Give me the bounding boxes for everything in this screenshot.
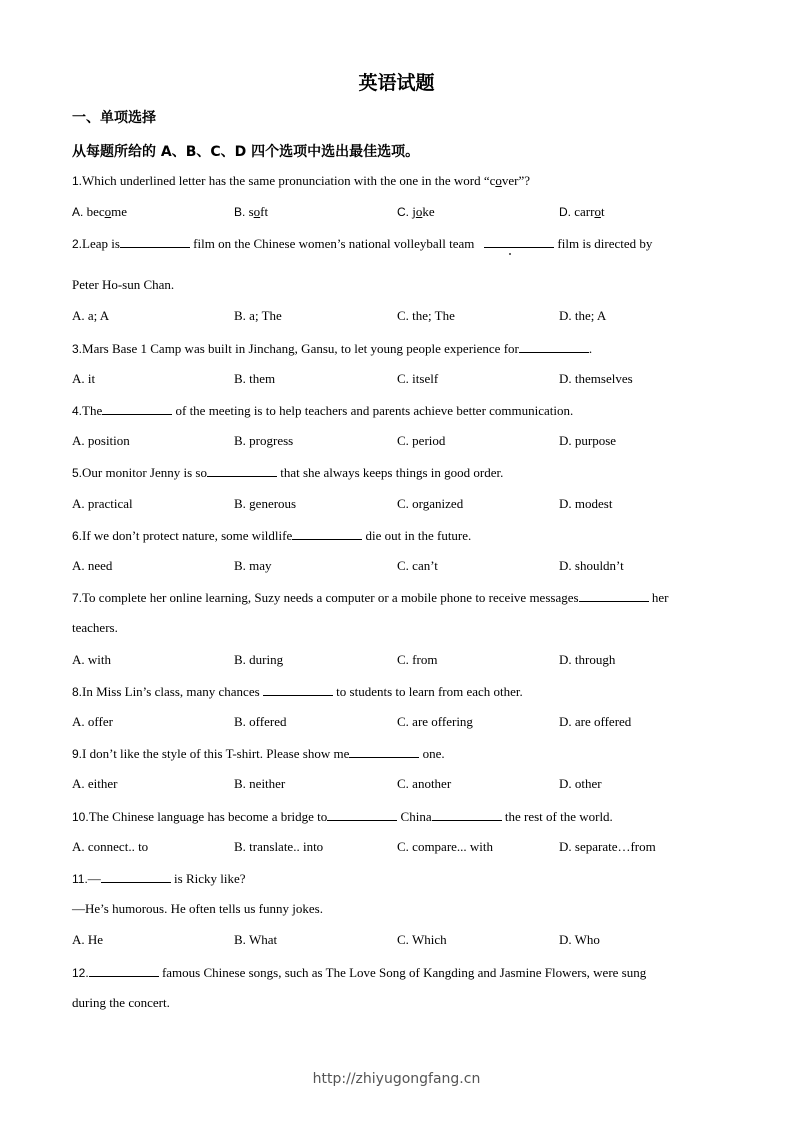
question-10 [72, 808, 722, 825]
option-a[interactable]: A. with [72, 652, 112, 667]
question-11 [72, 870, 722, 887]
answer-blank[interactable] [120, 235, 190, 248]
option-a[interactable]: A. practical [72, 496, 133, 511]
question-12 [72, 964, 722, 981]
option-c[interactable]: C. the; The [397, 308, 455, 323]
options-5 [72, 496, 732, 512]
option-c[interactable]: C. period [397, 433, 446, 448]
question-text: Our monitor Jenny is so [82, 465, 207, 480]
options-3 [72, 371, 732, 387]
question-text: Leap is [82, 236, 120, 251]
option-a[interactable]: A. position [72, 433, 130, 448]
option-b[interactable]: B. neither [234, 776, 286, 791]
option-a[interactable]: A. He [72, 932, 104, 947]
options-8 [72, 714, 732, 730]
option-c[interactable]: C. itself [397, 371, 439, 386]
options-2 [72, 308, 732, 324]
question-number: 7. [72, 591, 83, 605]
question-text: that she always keeps things in good order. [276, 465, 504, 480]
question-text: is Ricky like? [170, 871, 246, 886]
answer-blank[interactable] [101, 870, 171, 883]
answer-blank[interactable] [349, 745, 419, 758]
answer-blank[interactable] [207, 464, 277, 477]
option-a[interactable]: A. need [72, 558, 113, 573]
answer-blank[interactable] [292, 527, 362, 540]
question-text: Mars Base 1 Camp was built in Jinchang, Gansu, to let young people experience for [82, 341, 519, 356]
option-d[interactable]: D. the; A [559, 308, 607, 323]
question-9 [72, 745, 722, 762]
question-text: In Miss Lin’s class, many chances [82, 684, 263, 699]
options-4 [72, 433, 732, 449]
question-text: film on the Chinese women’s national volleyball team [189, 236, 478, 251]
option-d[interactable]: D. are offered [559, 714, 632, 729]
option-d[interactable]: D. other [559, 776, 602, 791]
option-d[interactable]: D. themselves [559, 371, 633, 386]
question-6 [72, 527, 722, 544]
options-1 [72, 204, 732, 220]
question-8 [72, 683, 722, 700]
question-11-line-2: —He’s humorous. He often tells us funny jokes. [72, 901, 323, 916]
question-text: If we don’t protect nature, some wildlife [82, 528, 293, 543]
option-a[interactable]: A. offer [72, 714, 113, 729]
question-2 [72, 235, 722, 252]
option-c[interactable]: C. compare... with [397, 839, 494, 854]
option-a[interactable]: A. a; A [72, 308, 110, 323]
question-text: to students to learn from each other. [332, 684, 523, 699]
question-text: one. [419, 746, 445, 761]
option-b[interactable]: B. offered [234, 714, 287, 729]
option-b[interactable]: B. generous [234, 496, 297, 511]
underlined-letter: o [495, 173, 502, 188]
option-c[interactable]: C. another [397, 776, 452, 791]
question-number: 4. [72, 404, 83, 418]
question-7-line-2: teachers. [72, 620, 118, 635]
option-d[interactable]: D. Who [559, 932, 600, 947]
question-text: The Chinese language has become a bridge to [88, 809, 328, 824]
option-d[interactable]: D. through [559, 652, 616, 667]
question-12-line-2: during the concert. [72, 995, 170, 1010]
option-b[interactable]: B. progress [234, 433, 294, 448]
option-a[interactable]: A. either [72, 776, 118, 791]
option-d[interactable]: D. purpose [559, 433, 617, 448]
option-b[interactable]: B. translate.. into [234, 839, 324, 854]
option-d[interactable]: D. separate…from [559, 839, 656, 854]
question-number: 10. [72, 810, 89, 824]
answer-blank[interactable] [327, 808, 397, 821]
question-text: The [82, 403, 103, 418]
question-2-line-2: Peter Ho-sun Chan. [72, 277, 175, 292]
question-text: of the meeting is to help teachers and parents achieve better communication. [172, 403, 574, 418]
question-text: — [87, 871, 101, 886]
option-d[interactable]: D. modest [559, 496, 613, 511]
question-text: her [648, 590, 669, 605]
answer-blank[interactable] [432, 808, 502, 821]
question-text: To complete her online learning, Suzy needs a computer or a mobile phone to receive messages [82, 590, 579, 605]
options-7 [72, 652, 732, 668]
question-1 [72, 173, 722, 189]
option-c[interactable]: C. are offering [397, 714, 473, 729]
option-b[interactable]: B. may [234, 558, 272, 573]
question-text: famous Chinese songs, such as The Love Song of Kangding and Jasmine Flowers, were sung [158, 965, 647, 980]
option-c[interactable]: C. can’t [397, 558, 438, 573]
answer-blank[interactable] [519, 340, 589, 353]
option-b[interactable]: B. What [234, 932, 278, 947]
option-b[interactable]: B. during [234, 652, 284, 667]
question-3 [72, 340, 722, 357]
answer-blank[interactable] [484, 235, 554, 248]
answer-blank[interactable] [89, 964, 159, 977]
options-6 [72, 558, 732, 574]
options-10 [72, 839, 732, 855]
question-number: 8. [72, 685, 83, 699]
section-instruction: 从每题所给的 A、B、C、D 四个选项中选出最佳选项。 [72, 144, 420, 160]
question-7 [72, 589, 722, 606]
answer-blank[interactable] [102, 402, 172, 415]
option-b[interactable]: B. them [234, 371, 276, 386]
option-d[interactable]: D. shouldn’t [559, 558, 624, 573]
section-heading: 一、单项选择 [72, 110, 156, 126]
question-number: 3. [72, 342, 83, 356]
option-c[interactable]: C. from [397, 652, 438, 667]
question-number: 11. [72, 872, 88, 886]
question-text: film is directed by [554, 236, 653, 251]
options-9 [72, 776, 732, 792]
option-d[interactable]: D. carrot [559, 204, 605, 219]
option-c[interactable]: C. joke [397, 204, 435, 219]
question-number: 9. [72, 747, 83, 761]
option-b[interactable]: B. a; The [234, 308, 282, 323]
option-b[interactable]: B. soft [234, 204, 269, 219]
answer-blank[interactable] [263, 683, 333, 696]
answer-blank[interactable] [579, 589, 649, 602]
question-number: 2. [72, 237, 83, 251]
option-a[interactable]: A. become [72, 204, 128, 219]
question-number: 5. [72, 466, 83, 480]
question-text: China [397, 809, 432, 824]
option-a[interactable]: A. it [72, 371, 96, 386]
question-text: . [588, 341, 593, 356]
question-number: 1. [72, 174, 83, 188]
question-text: ver”? [501, 173, 530, 188]
footer-url: http://zhiyugongfang.cn [312, 1071, 481, 1087]
question-5 [72, 464, 722, 481]
option-c[interactable]: C. organized [397, 496, 464, 511]
question-text: Which underlined letter has the same pronunciation with the one in the word “c [82, 173, 496, 188]
option-a[interactable]: A. connect.. to [72, 839, 149, 854]
question-text: the rest of the world. [501, 809, 613, 824]
question-number: 12. [72, 966, 89, 980]
stray-dot [509, 253, 511, 255]
question-number: 6. [72, 529, 83, 543]
option-c[interactable]: C. Which [397, 932, 447, 947]
question-text: die out in the future. [362, 528, 472, 543]
options-11 [72, 932, 732, 948]
question-4 [72, 402, 722, 419]
question-text: I don’t like the style of this T-shirt. Please show me [82, 746, 350, 761]
page-title: 英语试题 [358, 72, 435, 94]
